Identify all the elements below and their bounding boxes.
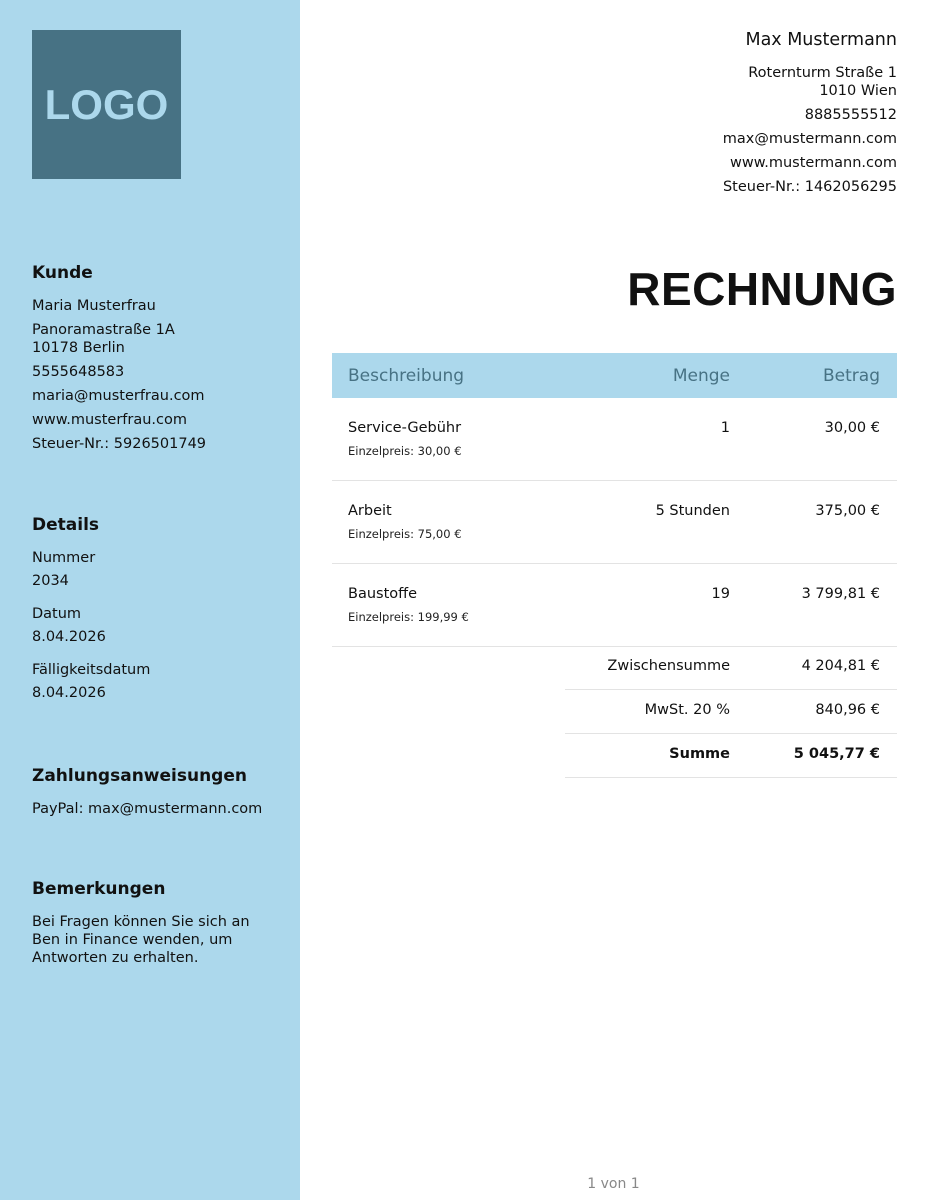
customer-section [32, 263, 282, 459]
item-unit-price: Einzelpreis: 199,99 € [348, 610, 469, 624]
customer-address: Panoramastraße 1A 10178 Berlin [32, 322, 175, 356]
sender-website: www.mustermann.com [729, 155, 897, 171]
total-label: Summe [669, 746, 730, 762]
notes-text: Bei Fragen können Sie sich an Ben in Finance wenden, um Antworten zu erhalten. [32, 914, 250, 966]
due-date-label: Fälligkeitsdatum [32, 662, 151, 678]
item-amount: 30,00 € [824, 420, 880, 436]
payment-text: PayPal: max@mustermann.com [32, 801, 263, 817]
item-description: Baustoffe [348, 586, 418, 602]
logo-text: LOGO [44, 80, 169, 128]
sender-phone: 8885555512 [804, 107, 897, 123]
customer-website: www.musterfrau.com [32, 412, 188, 428]
vat-value: 840,96 € [815, 702, 880, 718]
item-quantity: 5 Stunden [655, 503, 730, 519]
header-quantity: Menge [672, 366, 730, 386]
invoice-date: 8.04.2026 [32, 629, 106, 645]
details-section [32, 515, 282, 717]
logo [32, 30, 181, 179]
table-row [332, 398, 897, 481]
table-header [332, 353, 897, 398]
sender-email: max@mustermann.com [722, 131, 897, 147]
subtotal-value: 4 204,81 € [801, 658, 880, 674]
table-row [332, 564, 897, 647]
sender-block [497, 30, 897, 202]
header-description: Beschreibung [348, 366, 465, 386]
vat-row [565, 690, 897, 734]
due-date: 8.04.2026 [32, 685, 106, 701]
subtotal-label: Zwischensumme [607, 658, 730, 674]
details-heading: Details [32, 515, 100, 535]
header-amount: Betrag [823, 366, 880, 386]
sender-name: Max Mustermann [745, 30, 897, 50]
customer-email: maria@musterfrau.com [32, 388, 205, 404]
totals-block [565, 646, 897, 778]
sender-address: Roternturm Straße 1 1010 Wien [748, 65, 897, 99]
item-unit-price: Einzelpreis: 30,00 € [348, 444, 462, 458]
notes-section [32, 879, 282, 973]
document-title: RECHNUNG [627, 263, 897, 315]
total-value: 5 045,77 € [793, 746, 880, 762]
invoice-number: 2034 [32, 573, 69, 589]
item-description: Arbeit [348, 503, 392, 519]
subtotal-row [565, 646, 897, 690]
customer-name: Maria Musterfrau [32, 298, 156, 314]
page-number: 1 von 1 [587, 1176, 640, 1192]
customer-tax-number: Steuer-Nr.: 5926501749 [32, 436, 207, 452]
line-items-table [332, 353, 897, 647]
total-row [565, 734, 897, 778]
item-amount: 3 799,81 € [801, 586, 880, 602]
item-unit-price: Einzelpreis: 75,00 € [348, 527, 462, 541]
customer-heading: Kunde [32, 263, 93, 283]
notes-heading: Bemerkungen [32, 879, 166, 899]
item-description: Service-Gebühr [348, 420, 462, 436]
item-amount: 375,00 € [815, 503, 880, 519]
sender-tax-number: Steuer-Nr.: 1462056295 [722, 179, 897, 195]
invoice-date-label: Datum [32, 606, 82, 622]
sidebar [0, 0, 300, 1200]
table-row [332, 481, 897, 564]
item-quantity: 1 [720, 420, 730, 436]
item-quantity: 19 [711, 586, 730, 602]
payment-section [32, 766, 282, 824]
customer-phone: 5555648583 [32, 364, 125, 380]
payment-heading: Zahlungsanweisungen [32, 766, 247, 786]
vat-label: MwSt. 20 % [644, 702, 730, 718]
invoice-number-label: Nummer [32, 550, 96, 566]
